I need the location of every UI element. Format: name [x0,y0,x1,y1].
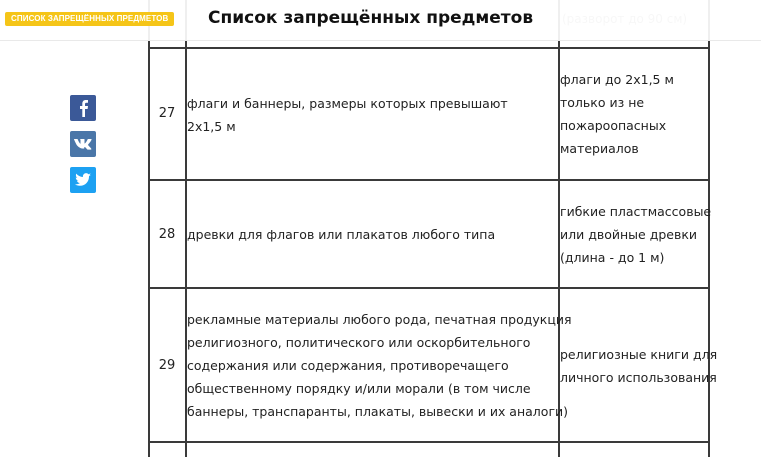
item-line: общественному порядку и/или морали (в том числе [187,381,531,396]
item-line: содержания или содержания, противоречащего [187,358,509,373]
exception-text [560,200,711,269]
exception-line: пожароопасных [560,118,667,133]
exception-line: материалов [560,141,639,156]
row-number: 28 [158,227,176,242]
item-description [187,223,495,246]
page-title: Список запрещённых предметов [208,8,534,28]
row-border [148,179,710,181]
item-line: рекламные материалы любого рода, печатная продукция [187,312,572,327]
exception-line: гибкие пластмассовые [560,204,712,219]
exception-line: личного использования [560,370,717,385]
exception-text [560,68,674,160]
exception-line: флаги до 2x1,5 м [560,72,674,87]
exception-line: только из не [560,95,645,110]
item-description [187,92,508,138]
item-line: религиозного, политического или оскорбительного [187,335,531,350]
item-description [187,308,571,423]
facebook-icon [76,99,90,117]
twitter-share-button[interactable] [70,167,96,193]
item-line: флаги и баннеры, размеры которых превышают [187,96,508,111]
exception-text [560,343,717,389]
row-border [148,47,710,49]
exception-line: (длина - до 1 м) [560,250,665,265]
row-border [148,287,710,289]
twitter-icon [75,173,91,187]
item-line: баннеры, транспаранты, плакаты, вывески и их аналоги) [187,404,569,419]
facebook-share-button[interactable] [70,95,96,121]
section-badge[interactable]: СПИСОК ЗАПРЕЩЁННЫХ ПРЕДМЕТОВ [5,12,174,26]
sticky-header [0,0,761,41]
exception-line: религиозные книги для [560,347,718,362]
item-line: 2x1,5 м [187,119,236,134]
row-border [148,441,710,443]
exception-line: или двойные древки [560,227,698,242]
row-number: 29 [158,358,176,373]
vk-share-button[interactable] [70,131,96,157]
vk-icon [73,138,93,150]
item-line: древки для флагов или плакатов любого типа [187,227,496,242]
row-number: 27 [158,106,176,121]
